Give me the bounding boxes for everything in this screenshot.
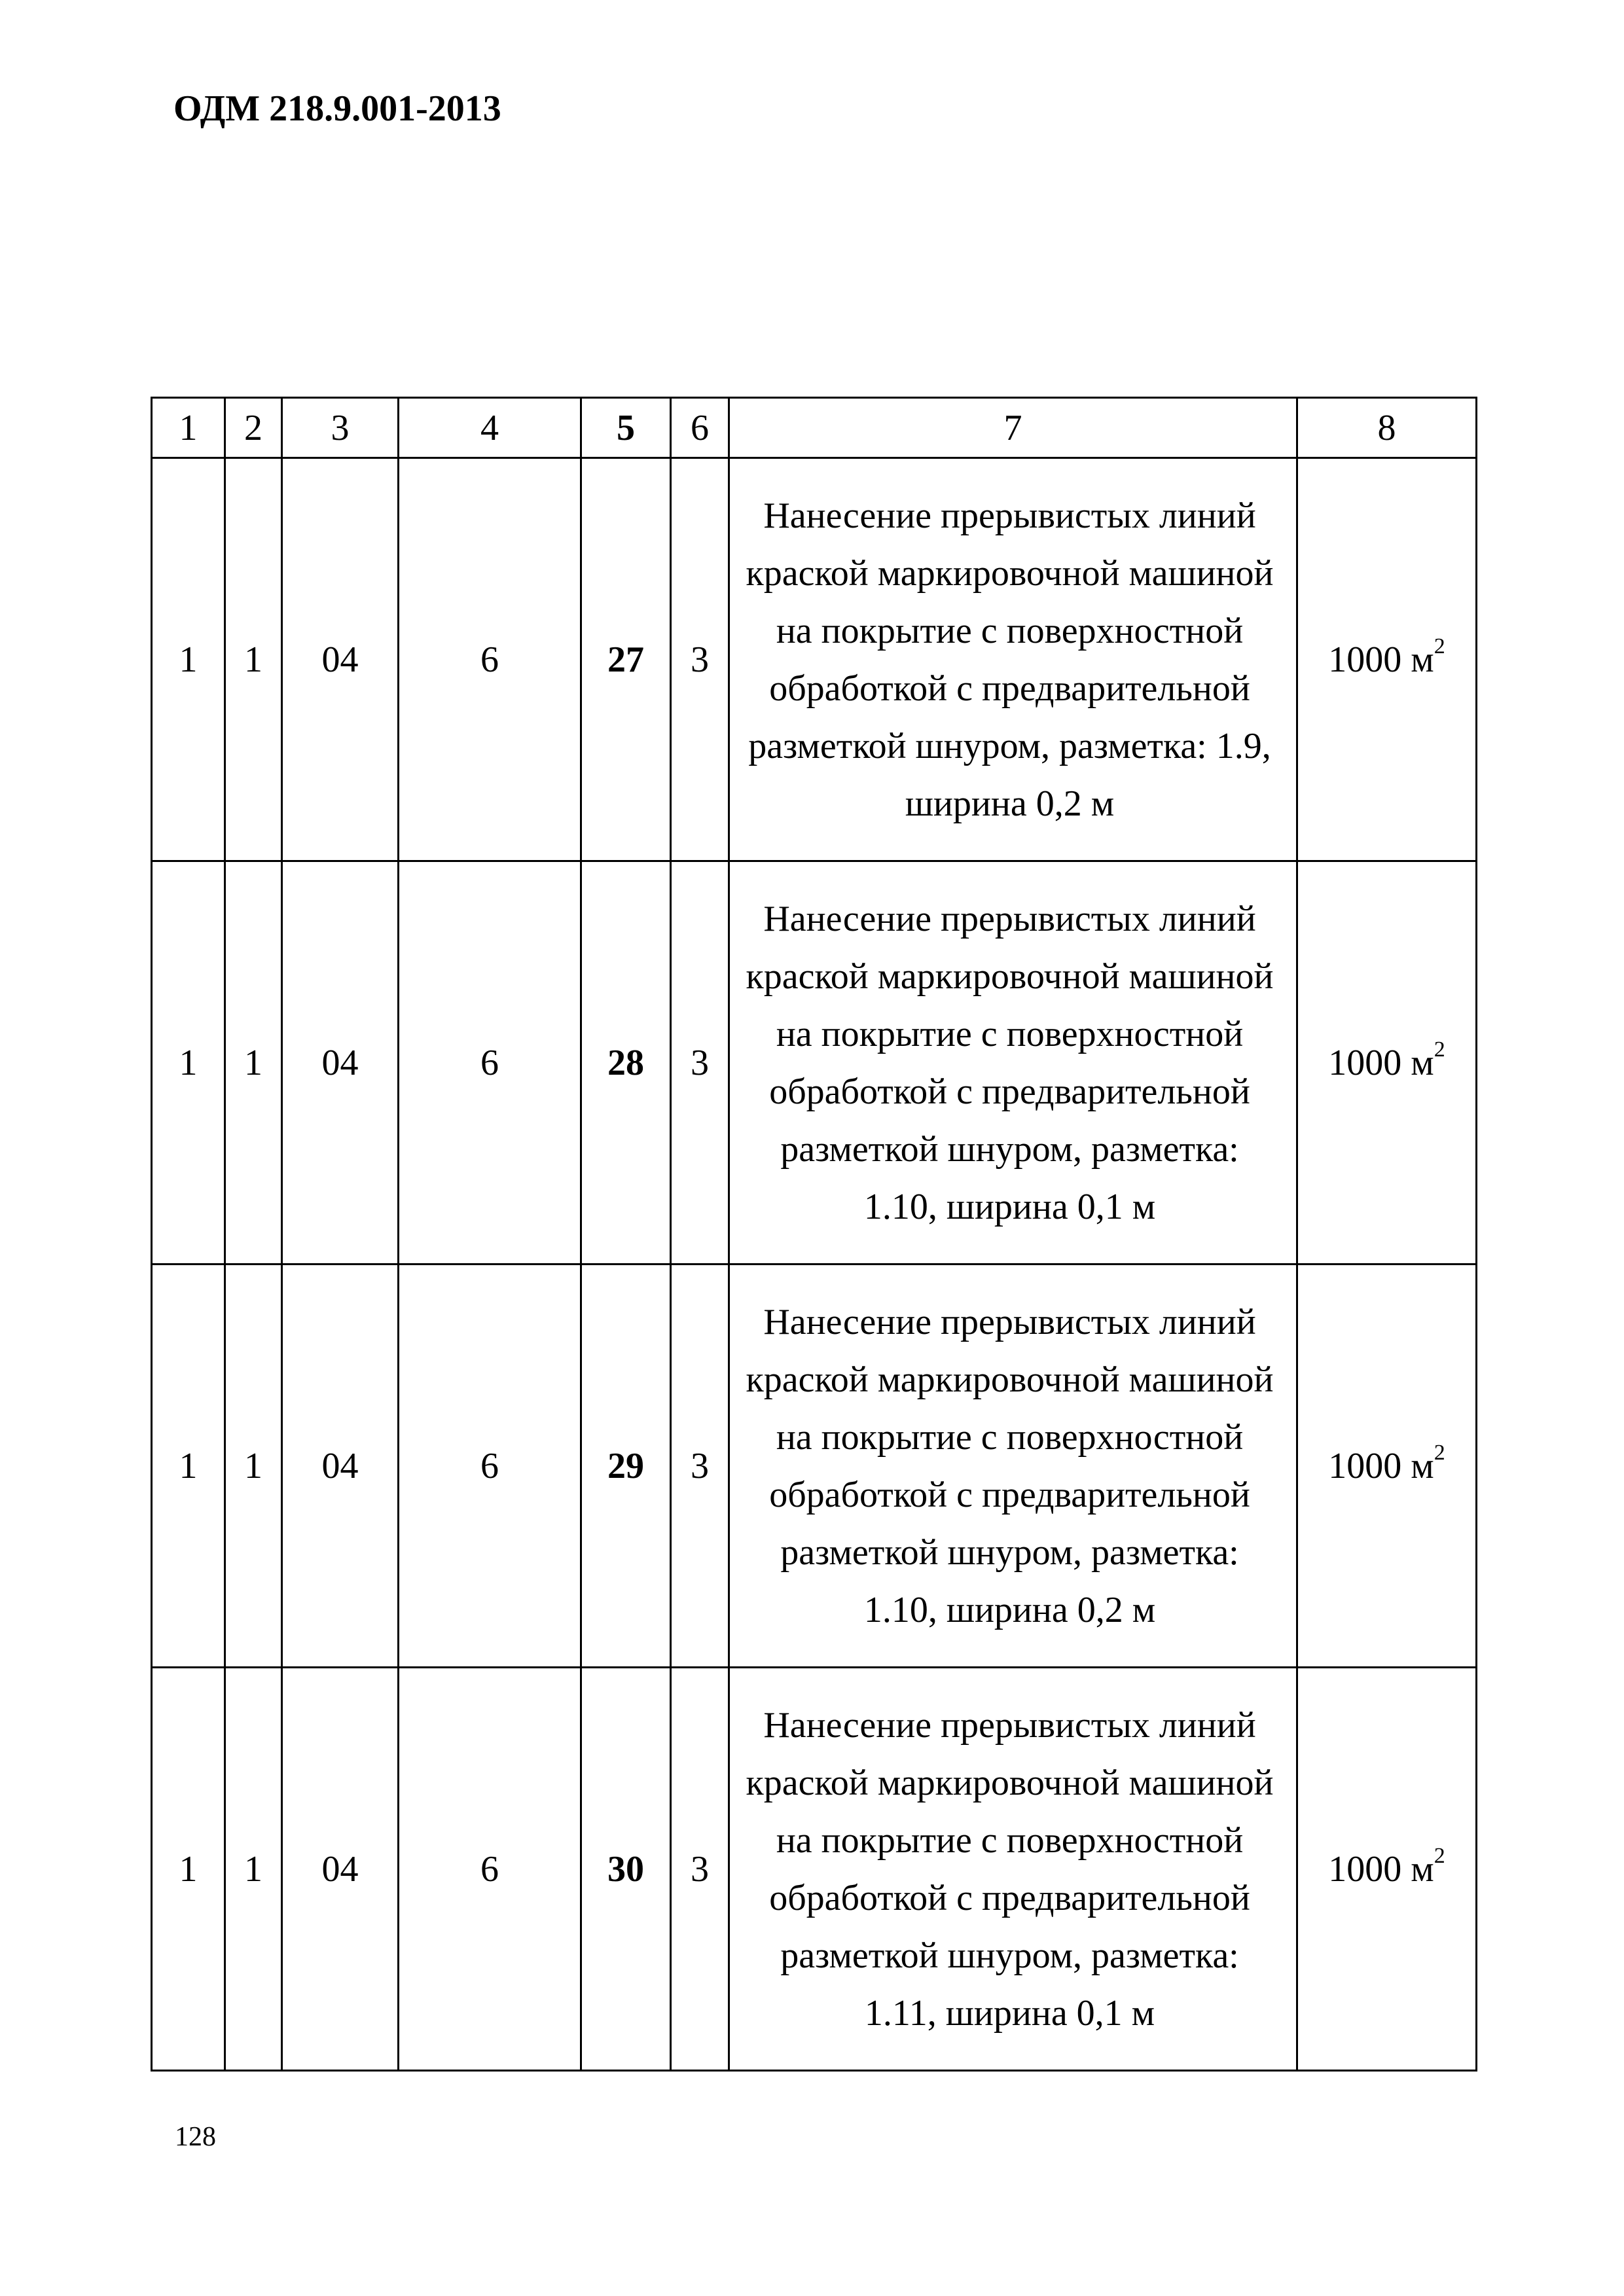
column-header: 6 — [671, 398, 729, 458]
table-cell: 1 — [225, 458, 282, 861]
description-cell: Нанесение прерывистых линий краской маркировочной машиной на покрытие с поверхностной обработкой с предварительной разметкой шнуром, разметка: 1.10, ширина 0,2 м — [729, 1265, 1297, 1668]
unit-exponent: 2 — [1434, 1843, 1445, 1868]
unit-text: 1000 м — [1328, 1445, 1434, 1486]
unit-text: 1000 м — [1328, 1848, 1434, 1890]
item-number-cell: 27 — [581, 458, 671, 861]
page-number: 128 — [175, 2122, 216, 2152]
column-header: 5 — [581, 398, 671, 458]
table-cell: 04 — [282, 458, 399, 861]
column-header: 8 — [1297, 398, 1477, 458]
description-cell: Нанесение прерывистых линий краской маркировочной машиной на покрытие с поверхностной обработкой с предварительной разметкой шнуром, разметка: 1.11, ширина 0,1 м — [729, 1668, 1297, 2071]
table-cell: 3 — [671, 861, 729, 1265]
table-cell: 1 — [225, 861, 282, 1265]
table-cell: 6 — [399, 1668, 581, 2071]
table-row — [152, 458, 1477, 861]
unit-cell — [1297, 861, 1477, 1265]
item-number-cell: 29 — [581, 1265, 671, 1668]
unit-text: 1000 м — [1328, 1042, 1434, 1083]
description-cell: Нанесение прерывистых линий краской маркировочной машиной на покрытие с поверхностной обработкой с предварительной разметкой шнуром, разметка: 1.10, ширина 0,1 м — [729, 861, 1297, 1265]
column-header: 4 — [399, 398, 581, 458]
table-row — [152, 1668, 1477, 2071]
table-cell: 1 — [152, 1265, 225, 1668]
table-cell: 1 — [152, 861, 225, 1265]
unit-exponent: 2 — [1434, 1037, 1445, 1062]
unit-exponent: 2 — [1434, 1440, 1445, 1465]
unit-cell — [1297, 1265, 1477, 1668]
item-number-cell: 30 — [581, 1668, 671, 2071]
column-header: 1 — [152, 398, 225, 458]
table-cell: 3 — [671, 458, 729, 861]
table-cell: 3 — [671, 1265, 729, 1668]
table-cell: 1 — [225, 1668, 282, 2071]
table-cell: 1 — [152, 1668, 225, 2071]
column-header: 3 — [282, 398, 399, 458]
table-row — [152, 1265, 1477, 1668]
table-cell: 1 — [152, 458, 225, 861]
table-row — [152, 861, 1477, 1265]
table-cell: 6 — [399, 861, 581, 1265]
table-cell: 6 — [399, 1265, 581, 1668]
table-cell: 6 — [399, 458, 581, 861]
unit-cell — [1297, 458, 1477, 861]
document-code-header: ОДМ 218.9.001-2013 — [173, 88, 501, 129]
column-header: 2 — [225, 398, 282, 458]
item-number-cell: 28 — [581, 861, 671, 1265]
table-cell: 04 — [282, 1668, 399, 2071]
column-header: 7 — [729, 398, 1297, 458]
table-cell: 3 — [671, 1668, 729, 2071]
unit-text: 1000 м — [1328, 639, 1434, 680]
description-cell: Нанесение прерывистых линий краской маркировочной машиной на покрытие с поверхностной обработкой с предварительной разметкой шнуром, разметка: 1.9, ширина 0,2 м — [729, 458, 1297, 861]
unit-exponent: 2 — [1434, 634, 1445, 658]
table-cell: 1 — [225, 1265, 282, 1668]
table-cell: 04 — [282, 1265, 399, 1668]
table-header-row — [152, 398, 1477, 458]
classifier-table — [151, 397, 1477, 2072]
table-cell: 04 — [282, 861, 399, 1265]
unit-cell — [1297, 1668, 1477, 2071]
